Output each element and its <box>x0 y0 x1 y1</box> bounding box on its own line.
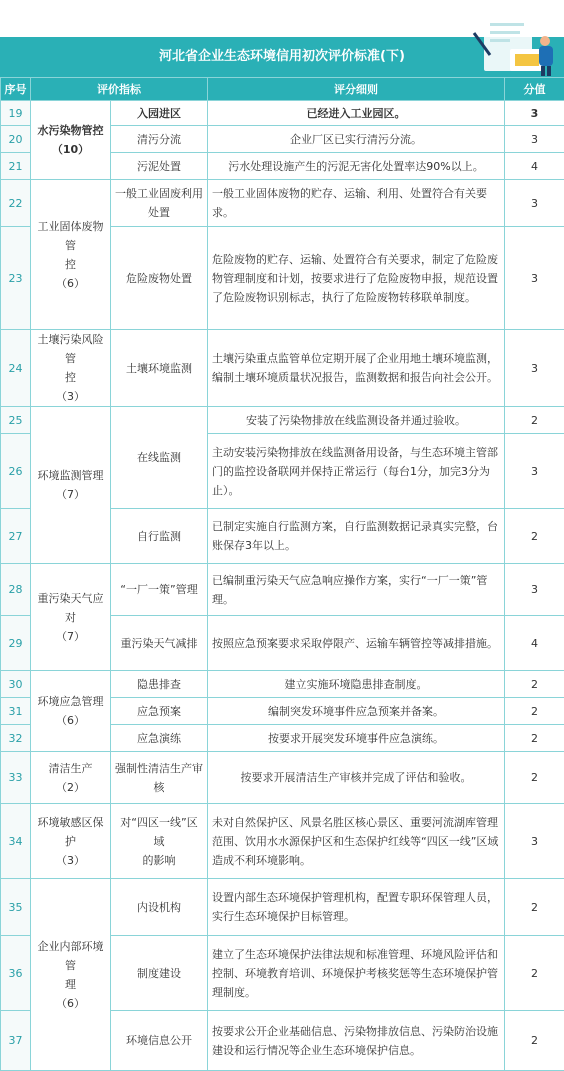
score-cell: 2 <box>505 879 564 936</box>
score-cell: 2 <box>505 698 564 725</box>
category-cell: 土壤污染风险管 控 （3） <box>31 330 111 407</box>
indicator-cell: 在线监测 <box>111 407 208 509</box>
score-cell: 2 <box>505 509 564 564</box>
indicator-cell: 对“四区一线”区域 的影响 <box>111 804 208 879</box>
row-number: 31 <box>1 698 31 725</box>
category-cell: 环境应急管理 （6） <box>31 671 111 752</box>
detail-cell: 一般工业固体废物的贮存、运输、利用、处置符合有关要求。 <box>208 180 505 227</box>
row-number: 23 <box>1 227 31 330</box>
detail-cell: 污水处理设施产生的污泥无害化处置率达90%以上。 <box>208 153 505 180</box>
detail-cell: 设置内部生态环境保护管理机构，配置专职环保管理人员，实行生态环境保护目标管理。 <box>208 879 505 936</box>
detail-cell: 已制定实施自行监测方案，自行监测数据记录真实完整，台账保存3年以上。 <box>208 509 505 564</box>
detail-cell: 编制突发环境事件应急预案并备案。 <box>208 698 505 725</box>
row-number: 27 <box>1 509 31 564</box>
row-number: 35 <box>1 879 31 936</box>
row-number: 25 <box>1 407 31 434</box>
row-number: 29 <box>1 616 31 671</box>
score-cell: 3 <box>505 564 564 616</box>
table-row <box>1 101 564 126</box>
row-number: 26 <box>1 434 31 509</box>
row-number: 21 <box>1 153 31 180</box>
row-number: 37 <box>1 1011 31 1071</box>
indicator-cell: 隐患排查 <box>111 671 208 698</box>
detail-cell: 按要求开展清洁生产审核并完成了评估和验收。 <box>208 752 505 804</box>
score-cell: 2 <box>505 752 564 804</box>
score-cell: 3 <box>505 126 564 153</box>
category-cell: 工业固体废物管 控 （6） <box>31 180 111 330</box>
category-cell: 水污染物管控 （10） <box>31 101 111 180</box>
indicator-cell: “一厂一策”管理 <box>111 564 208 616</box>
detail-cell: 未对自然保护区、风景名胜区核心景区、重要河流湖库管理范围、饮用水水源保护区和生态保护红线等“四区一线”区域造成不利环境影响。 <box>208 804 505 879</box>
table-row <box>1 180 564 227</box>
score-cell: 2 <box>505 407 564 434</box>
header-indicator: 评价指标 <box>31 78 208 101</box>
detail-cell: 按要求开展突发环境事件应急演练。 <box>208 725 505 752</box>
header-detail: 评分细则 <box>208 78 505 101</box>
row-number: 33 <box>1 752 31 804</box>
row-number: 20 <box>1 126 31 153</box>
detail-cell: 已编制重污染天气应急响应操作方案，实行“一厂一策”管理。 <box>208 564 505 616</box>
score-cell: 2 <box>505 1011 564 1071</box>
score-cell: 2 <box>505 671 564 698</box>
document-illustration-icon <box>414 37 564 77</box>
row-number: 32 <box>1 725 31 752</box>
score-cell: 3 <box>505 227 564 330</box>
table-row <box>1 564 564 616</box>
indicator-cell: 危险废物处置 <box>111 227 208 330</box>
title-banner <box>0 37 564 77</box>
score-cell: 2 <box>505 725 564 752</box>
indicator-cell: 入园进区 <box>111 101 208 126</box>
indicator-cell: 应急演练 <box>111 725 208 752</box>
indicator-cell: 重污染天气减排 <box>111 616 208 671</box>
row-number: 22 <box>1 180 31 227</box>
criteria-table <box>0 77 564 1071</box>
detail-cell: 企业厂区已实行清污分流。 <box>208 126 505 153</box>
table-row <box>1 752 564 804</box>
table-row <box>1 671 564 698</box>
row-number: 19 <box>1 101 31 126</box>
score-cell: 3 <box>505 180 564 227</box>
score-cell: 3 <box>505 434 564 509</box>
detail-cell: 主动安装污染物排放在线监测备用设备，与生态环境主管部门的监控设备联网并保持正常运行（每台1分，加完3分为止）。 <box>208 434 505 509</box>
detail-cell: 已经进入工业园区。 <box>208 101 505 126</box>
detail-cell: 按照应急预案要求采取停限产、运输车辆管控等减排措施。 <box>208 616 505 671</box>
score-cell: 3 <box>505 330 564 407</box>
table-row <box>1 330 564 407</box>
indicator-cell: 内设机构 <box>111 879 208 936</box>
detail-cell: 土壤污染重点监管单位定期开展了企业用地土壤环境监测，编制土壤环境质量状况报告，监测数据和报告向社会公开。 <box>208 330 505 407</box>
indicator-cell: 应急预案 <box>111 698 208 725</box>
indicator-cell: 污泥处置 <box>111 153 208 180</box>
detail-cell: 建立实施环境隐患排查制度。 <box>208 671 505 698</box>
detail-cell: 按要求公开企业基础信息、污染物排放信息、污染防治设施建设和运行情况等企业生态环境保护信息。 <box>208 1011 505 1071</box>
row-number: 30 <box>1 671 31 698</box>
row-number: 24 <box>1 330 31 407</box>
indicator-cell: 土壤环境监测 <box>111 330 208 407</box>
page-title: 河北省企业生态环境信用初次评价标准(下) <box>0 37 564 77</box>
indicator-cell: 一般工业固废利用处置 <box>111 180 208 227</box>
indicator-cell: 自行监测 <box>111 509 208 564</box>
category-cell: 重污染天气应对 （7） <box>31 564 111 671</box>
table-header-row <box>1 78 564 101</box>
table-row <box>1 879 564 936</box>
score-cell: 3 <box>505 101 564 126</box>
category-cell: 企业内部环境管 理 （6） <box>31 879 111 1071</box>
score-cell: 4 <box>505 153 564 180</box>
score-cell: 4 <box>505 616 564 671</box>
indicator-cell: 清污分流 <box>111 126 208 153</box>
score-cell: 3 <box>505 804 564 879</box>
detail-cell: 建立了生态环境保护法律法规和标准管理、环境风险评估和控制、环境教育培训、环境保护考核奖惩等生态环境保护管理制度。 <box>208 936 505 1011</box>
row-number: 28 <box>1 564 31 616</box>
score-cell: 2 <box>505 936 564 1011</box>
indicator-cell: 制度建设 <box>111 936 208 1011</box>
header-seq: 序号 <box>1 78 31 101</box>
row-number: 34 <box>1 804 31 879</box>
header-score: 分值 <box>505 78 564 101</box>
table-row <box>1 804 564 879</box>
table-row <box>1 407 564 434</box>
detail-cell: 危险废物的贮存、运输、处置符合有关要求，制定了危险废物管理制度和计划，按要求进行了危险废物申报，规范设置了危险废物识别标志，执行了危险废物转移联单制度。 <box>208 227 505 330</box>
row-number: 36 <box>1 936 31 1011</box>
category-cell: 清洁生产 （2） <box>31 752 111 804</box>
category-cell: 环境敏感区保护 （3） <box>31 804 111 879</box>
category-cell: 环境监测管理 （7） <box>31 407 111 564</box>
detail-cell: 安装了污染物排放在线监测设备并通过验收。 <box>208 407 505 434</box>
indicator-cell: 强制性清洁生产审核 <box>111 752 208 804</box>
indicator-cell: 环境信息公开 <box>111 1011 208 1071</box>
